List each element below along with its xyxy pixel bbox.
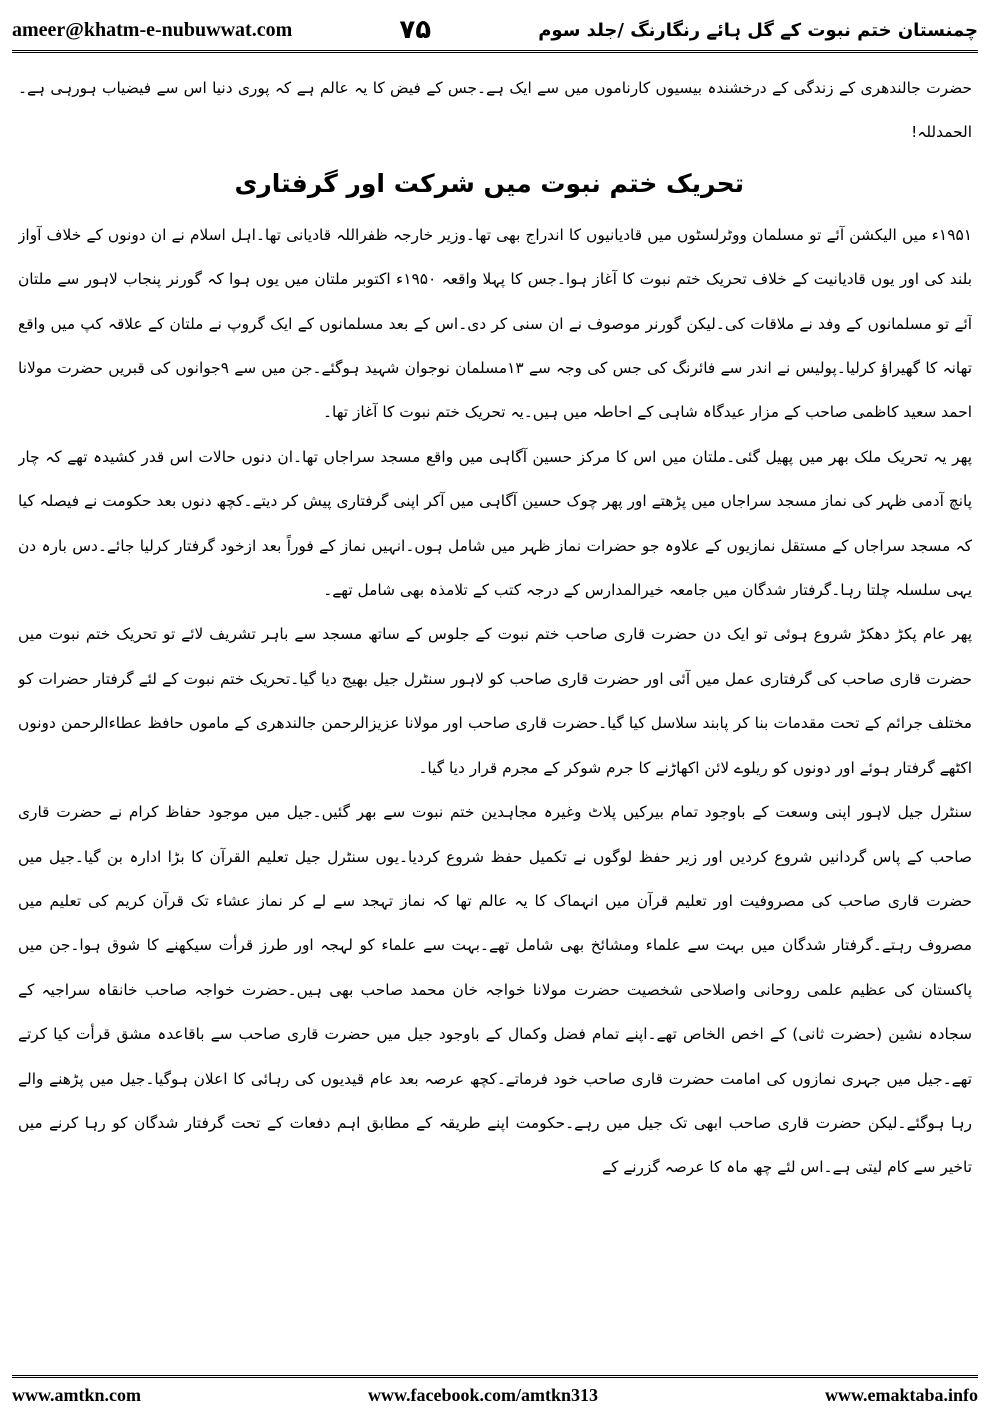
page-header	[12, 10, 978, 53]
footer-link-facebook[interactable]: www.facebook.com/amtkn313	[367, 1384, 598, 1405]
paragraph-2: پھر یہ تحریک ملک بھر میں پھیل گئی۔ملتان میں اس کا مرکز حسین آگاہی میں واقع مسجد سراجاں تھا۔ان دنوں حالات اس قدر کشیدہ تھے کہ چار پانچ آدمی ظہر کی نماز مسجد سراجاں میں پڑھتے اور پھر چوک حسین آگاہی میں آکر اپنی گرفتاری پیش کر دیتے۔کچھ دنوں بعد حکومت نے فیصلہ کیا کہ مسجد سراجاں کے مستقل نمازیوں کے علاوہ جو حضرات نماز ظہر میں شامل ہوں۔انہیں نماز کے فوراً بعد ازخود گرفتار کرلیا جائے۔دس بارہ دن یہی سلسلہ چلتا رہا۔گرفتار شدگان میں جامعہ خیرالمدارس کے درجہ کتب کے تلامذہ بھی شامل تھے۔	[18, 447, 972, 600]
paragraph-4: سنٹرل جیل لاہور اپنی وسعت کے باوجود تمام بیرکیں پلاٹ وغیرہ مجاہدین ختم نبوت سے بھر گئیں۔جیل میں موجود حفاظ کرام نے حضرت قاری صاحب کے پاس گردانیں شروع کردیں اور زیر حفظ لوگوں نے تکمیل حفظ شروع کردیا۔یوں سنٹرل جیل تعلیم القرآن کا بڑا ادارہ بن گیا۔جیل میں حضرت قاری صاحب کی مصروفیت اور تعلیم قرآن میں انہماک کا یہ عالم تھا کہ نماز تہجد سے لے کر نماز عشاء تک قرآن کریم کی تعلیم میں مصروف رہتے۔گرفتار شدگان میں بہت سے علماء ومشائخ بھی شامل تھے۔بہت سے علماء کو لہجہ اور طرز قرأت سیکھنے کا شوق ہوا۔جن میں پاکستان کی عظیم علمی روحانی واصلاحی شخصیت حضرت مولانا خواجہ خان محمد صاحب بھی ہیں۔حضرت خواجہ صاحب خانقاہ سراجیہ کے سجادہ نشین (حضرت ثانی) کے اخص الخاص تھے۔اپنے تمام فضل وکمال کے باوجود جیل میں حضرت قاری صاحب سے باقاعدہ مشق قرأت کیا کرتے تھے۔جیل میں جہری نمازوں کی امامت حضرت قاری صاحب خود فرماتے۔کچھ عرصہ بعد عام قیدیوں کی رہائی کا اعلان ہوگیا۔جیل میں پڑھنے والے رہا ہوگئے۔لیکن حضرت قاری صاحب ابھی تک جیل میں رہے۔حکومت اپنے طریقہ کے مطابق اہم دفعات کے تحت گرفتار شدگان کو رہا کرنے میں تاخیر سے کام لیتی ہے۔اس لئے چھ ماہ کا عرصہ گزرنے کے	[18, 803, 972, 1177]
header-email: ameer@khatm-e-nubuwwat.com	[12, 18, 293, 41]
page-footer	[12, 1375, 978, 1412]
page-body	[18, 66, 972, 1372]
footer-link-emaktaba[interactable]: www.emaktaba.info	[824, 1384, 978, 1405]
paragraph-1: ۱۹۵۱ء میں الیکشن آئے تو مسلمان ووٹرلسٹوں میں قادیانیوں کا اندراج بھی تھا۔وزیر خارجہ ظفراللہ قادیانی تھا۔اہل اسلام نے ان دونوں کے خلاف آواز بلند کی اور یوں قادیانیت کے خلاف تحریک ختم نبوت کا آغاز ہوا۔جس کا پہلا واقعہ ۱۹۵۰ء اکتوبر ملتان میں یوں ہوا کہ گورنر پنجاب لاہور سے ملتان آئے تو مسلمانوں کے وفد نے ملاقات کی۔لیکن گورنر موصوف نے ان سنی کر دی۔اس کے بعد مسلمانوں کے ایک گروپ نے ملتان کے علاقہ کپ میں واقع تھانہ کا گھیراؤ کرلیا۔پولیس نے اندر سے فائرنگ کی جس کی وجہ سے ۱۳مسلمان نوجوان شہید ہوگئے۔جن میں سے ۹جوانوں کی قبریں حضرت مولانا احمد سعید کاظمی صاحب کے مزار عیدگاہ شاہی کے احاطہ میں ہیں۔یہ تحریک ختم نبوت کا آغاز تھا۔	[18, 225, 972, 422]
page-number: ۷۵	[399, 15, 432, 45]
paragraph-3: پھر عام پکڑ دھکڑ شروع ہوئی تو ایک دن حضرت قاری صاحب ختم نبوت کے جلوس کے ساتھ مسجد سے باہر تشریف لائے تو تحریک ختم نبوت میں حضرت قاری صاحب کی گرفتاری عمل میں آئی اور حضرت قاری صاحب کو لاہور سنٹرل جیل بھیج دیا گیا۔تحریک ختم نبوت کے لئے گرفتار حضرات کو مختلف جرائم کے تحت مقدمات بنا کر پابند سلاسل کیا گیا۔حضرت قاری صاحب اور مولانا عزیزالرحمن جالندھری کے ماموں حافظ عطاءالرحمن دونوں اکٹھے گرفتار ہوئے اور دونوں کو ریلوے لائن اکھاڑنے کا جرم شوکر کے مجرم قرار دیا گیا۔	[18, 625, 972, 777]
section-heading: تحریک ختم نبوت میں شرکت اور گرفتاری	[234, 168, 744, 198]
book-title: چمنستان ختم نبوت کے گل ہائے رنگارنگ /جلد سوم	[538, 19, 978, 41]
footer-link-amtkn[interactable]: www.amtkn.com	[12, 1384, 141, 1405]
intro-paragraph: حضرت جالندھری کے زندگی کے درخشندہ بیسیوں کارناموں میں سے ایک ہے۔جس کے فیض کا یہ عالم ہے کہ پوری دنیا اس سے فیضیاب ہورہی ہے۔ الحمدللہ!	[18, 79, 972, 142]
